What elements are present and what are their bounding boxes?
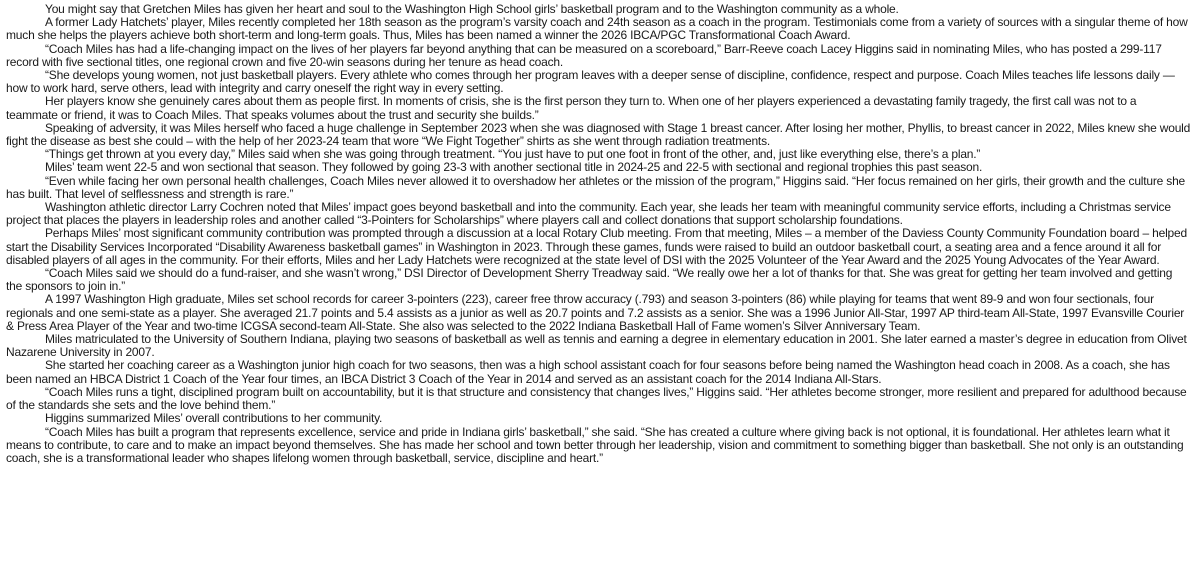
paragraph: “Even while facing her own personal health challenges, Coach Miles never allowed it to overshadow her athletes or the mission of the program,” Higgins said. “Her focus remained on her girls, their growth and the culture she has built. That level of selflessness and strength is rare.”	[6, 173, 1186, 201]
paragraph: “Coach Miles has built a program that represents excellence, service and pride in Indiana girls’ basketball,” she said. “She has created a culture where giving back is not optional, it is foundational. Her athletes learn what it means to contribute, to care and to make an impact beyond themselves. She has made her school and town better through her leadership, vision and commitment to something bigger than basketball. She not only is an outstanding coach, she is a transformational leader who shapes lifelong women through basketball, service, discipline and heart.”	[6, 424, 1184, 465]
paragraph: “She develops young women, not just basketball players. Every athlete who comes through her program leaves with a deeper sense of discipline, confidence, respect and purpose. Coach Miles teaches life lessons daily — how to work hard, serve others, lead with integrity and carry oneself the right way in every setting.	[6, 68, 1175, 96]
paragraph: Higgins summarized Miles’ overall contributions to her community.	[45, 411, 383, 426]
paragraph: “Coach Miles has had a life-changing impact on the lives of her players far beyond anything that can be measured on a scoreboard,” Barr-Reeve coach Lacey Higgins said in nominating Miles, who has posted a 299-117 record with five sectional titles, one regional crown and five 20-win seasons during her tenure as head coach.	[6, 41, 1162, 69]
paragraph: Miles’ team went 22-5 and won sectional that season. They followed by going 23-3 with another sectional title in 2024-25 and 22-5 with sectional and regional trophies this past season.	[45, 160, 983, 175]
paragraph: “Coach Miles runs a tight, disciplined program built on accountability, but it is that structure and consistency that changes lives,” Higgins said. “Her athletes become stronger, more resilient and prepared for adulthood because of the standards she sets and the love behind them.”	[6, 384, 1187, 413]
paragraph: A former Lady Hatchets’ player, Miles recently completed her 18th season as the program’s varsity coach and 24th season as a coach in the program. Testimonials come from a variety of sources with a singular theme of how much she helps the players achieve both short-term and long-term goals. Thus, Miles has been named a winner the 2026 IBCA/PGC Transformational Coach Award.	[6, 15, 1188, 43]
paragraph: Washington athletic director Larry Cochren noted that Miles’ impact goes beyond basketball and into the community. Each year, she leads her team with meaningful community service efforts, including a Christmas service project that places the players in leadership roles and another called “3-Pointers for Scholarships” where players call and collect donations that support scholarship foundations.	[6, 200, 1171, 228]
paragraph: Her players know she genuinely cares about them as people first. In moments of crisis, she is the first person they turn to. When one of her players experienced a devastating family tragedy, the first call was not to a teammate or friend, it was to Coach Miles. That speaks volumes about the trust and security she builds.”	[6, 94, 1137, 122]
paragraph: “Things get thrown at you every day,” Miles said when she was going through treatment. “You just have to put one foot in front of the other, and, just like everything else, there’s a plan.”	[45, 147, 981, 162]
paragraph: She started her coaching career as a Washington junior high coach for two seasons, then was a high school assistant coach for four seasons before being named the Washington head coach in 2008. As a coach, she has been named an HBCA District 1 Coach of the Year four times, an IBCA District 3 Coach of the Year in 2014 and served as an assistant coach for the 2014 Indiana All-Stars.	[6, 358, 1170, 386]
paragraph: You might say that Gretchen Miles has given her heart and soul to the Washington High School girls’ basketball program and to the Washington community as a whole.	[45, 2, 899, 16]
paragraph: Speaking of adversity, it was Miles herself who faced a huge challenge in September 2023 when she was diagnosed with Stage 1 breast cancer. After losing her mother, Phyllis, to breast cancer in 2022, Miles knew she would fight the disease as best she could – with the help of her 2023-24 team that wore “We Fight Together” shirts as she went through radiation treatments.	[6, 120, 1191, 149]
paragraph: Miles matriculated to the University of Southern Indiana, playing two seasons of basketball as well as tennis and earning a degree in elementary education in 2001. She later earned a master’s degree in education from Olivet Nazarene University in 2007.	[6, 332, 1187, 360]
paragraph: A 1997 Washington High graduate, Miles set school records for career 3-pointers (223), career free throw accuracy (.793) and season 3-pointers (86) while playing for teams that went 89-9 and won four sectionals, four regionals and one semi-state as a player. She averaged 21.7 points and 5.4 assists as a junior as well as 20.7 points and 7.2 assists as a senior. She was a 1996 Junior All-Star, 1997 AP third-team All-State, 1997 Evansville Courier & Press Area Player of the Year and two-time ICGSA second-team All-State. She also was selected to the 2022 Indiana Basketball Hall of Fame women’s Silver Anniversary Team.	[6, 292, 1185, 333]
paragraph: “Coach Miles said we should do a fund-raiser, and she wasn’t wrong,” DSI Director of Development Sherry Treadway said. “We really owe her a lot of thanks for that. She was great for getting her team involved and getting the sponsors to join in.”	[6, 266, 1173, 294]
paragraph: Perhaps Miles’ most significant community contribution was prompted through a discussion at a local Rotary Club meeting. From that meeting, Miles – a member of the Daviess County Community Foundation board – helped start the Disability Services Incorporated “Disability Awareness basketball games” in Washington in 2023. Through these games, funds were raised to build an outdoor basketball court, a seating area and a fence around it all for disabled players of all ages in the community. For their efforts, Miles and her Lady Hatchets were recognized at the state level of DSI with the 2025 Volunteer of the Year Award and the 2025 Young Advocates of the Year Award.	[6, 226, 1187, 267]
